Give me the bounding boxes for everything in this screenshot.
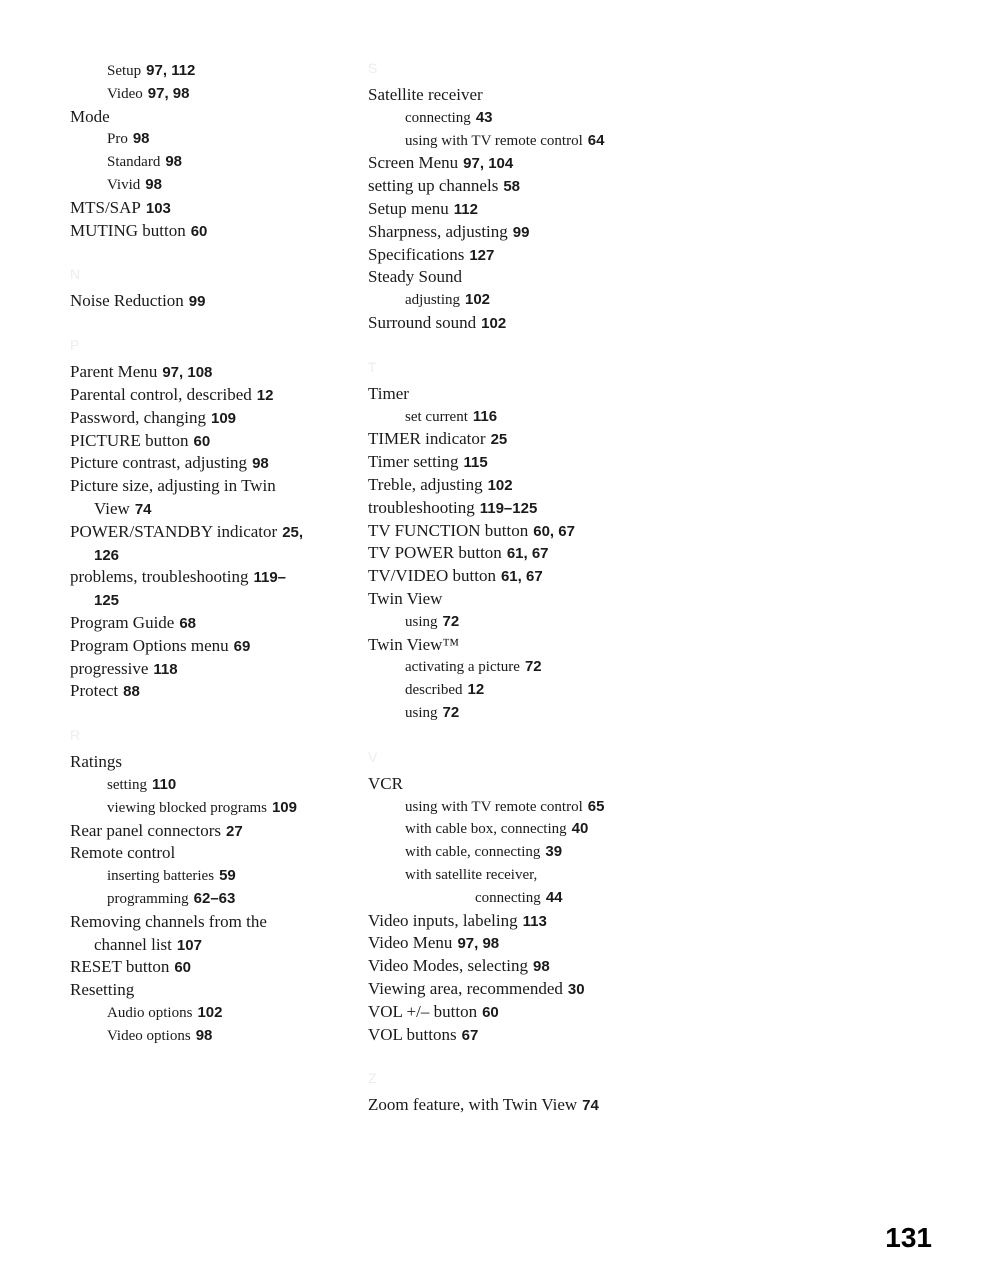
index-entry [107, 1002, 222, 1024]
page-reference: 62–63 [193, 890, 236, 907]
page-reference: 44 [545, 888, 563, 906]
page-reference: 60 [174, 959, 192, 977]
page-reference: 103 [145, 199, 171, 217]
index-entry [368, 1094, 599, 1117]
page-reference: 40 [571, 820, 589, 838]
page-reference: 113 [522, 912, 547, 930]
page-reference: 97, 104 [463, 155, 514, 173]
index-entry [368, 910, 547, 933]
index-term: with cable box, connecting [405, 821, 567, 838]
index-term: Parent Menu [70, 362, 158, 382]
index-term: TV POWER button [368, 543, 502, 563]
index-term: setting [107, 777, 147, 793]
index-entry [368, 497, 537, 520]
page-reference: 60 [193, 432, 211, 450]
index-term: connecting [475, 889, 541, 906]
page-reference: 127 [469, 246, 495, 264]
page-reference: 39 [545, 843, 563, 861]
page-reference: 61, 67 [506, 545, 549, 563]
index-term: adjusting [405, 292, 460, 309]
index-entry [70, 384, 273, 407]
index-entry [405, 679, 484, 701]
index-entry [368, 451, 488, 474]
page-reference: 12 [467, 681, 485, 699]
index-entry [70, 106, 110, 128]
index-entry [405, 130, 604, 152]
page-reference: 12 [256, 387, 274, 404]
index-entry [405, 611, 459, 633]
index-term: Program Guide [70, 613, 175, 632]
index-entry [94, 589, 119, 612]
page-reference: 43 [475, 108, 493, 126]
page-reference: 64 [587, 131, 605, 149]
index-entry [70, 658, 178, 681]
index-term: View [94, 499, 130, 518]
index-entry [368, 221, 529, 244]
index-term: Zoom feature, with Twin View [368, 1095, 578, 1115]
index-entry [368, 266, 462, 288]
index-entry [368, 244, 494, 267]
index-entry [94, 498, 152, 521]
section-letter: P [70, 337, 80, 354]
page-reference: 98 [145, 176, 162, 193]
index-entry [70, 751, 122, 773]
page-reference: 119–125 [479, 499, 538, 517]
index-entry [368, 565, 543, 588]
index-entry [107, 888, 235, 910]
index-term: Viewing area, recommended [368, 979, 563, 998]
section-letter: N [70, 266, 81, 283]
index-entry [94, 934, 202, 957]
index-term: Video Modes, selecting [368, 956, 528, 976]
index-term: Twin View [368, 589, 443, 608]
page-reference: 102 [481, 315, 507, 332]
index-term: Mode [70, 106, 110, 126]
page-reference: 69 [233, 637, 251, 655]
page-reference: 25, [282, 523, 304, 541]
index-term: Screen Menu [368, 153, 459, 173]
index-term: Setup [107, 63, 142, 79]
page-reference: 68 [179, 615, 197, 632]
index-term: Sharpness, adjusting [368, 221, 508, 241]
index-term: Program Options menu [70, 635, 229, 655]
index-entry [70, 979, 134, 1001]
page-reference: 109 [210, 409, 237, 427]
page-reference: 59 [219, 867, 236, 885]
index-term: Surround sound [368, 313, 477, 332]
index-term: Protect [70, 681, 119, 701]
index-term: Timer setting [368, 452, 459, 472]
index-entry [368, 588, 442, 610]
section-letter: S [368, 60, 378, 76]
index-term: described [405, 682, 463, 699]
page-reference: 60, 67 [533, 522, 575, 540]
index-entry [70, 680, 140, 703]
index-entry [70, 842, 175, 864]
index-term: Resetting [70, 980, 135, 1000]
index-term: Steady Sound [368, 267, 462, 287]
index-entry [405, 656, 542, 678]
index-term: Specifications [368, 244, 465, 264]
index-entry [107, 797, 297, 819]
index-term: TV/VIDEO button [368, 566, 496, 586]
page-reference: 98 [195, 1026, 213, 1044]
page-reference: 115 [463, 454, 488, 472]
page-reference: 67 [461, 1026, 479, 1044]
index-term: Ratings [70, 752, 122, 772]
index-entry [107, 83, 189, 105]
index-entry [70, 430, 210, 453]
index-term: Parental control, described [70, 385, 252, 404]
index-entry [70, 956, 191, 979]
index-entry [70, 820, 243, 843]
index-entry [368, 1024, 478, 1047]
index-entry [368, 773, 403, 795]
page-reference: 102 [465, 291, 491, 309]
section-letter: T [368, 358, 377, 375]
index-entry [368, 955, 550, 978]
index-term: Setup menu [368, 199, 449, 218]
index-term: using with TV remote control [405, 132, 583, 149]
index-entry [405, 796, 604, 818]
index-entry [70, 220, 207, 243]
index-term: problems, troubleshooting [70, 567, 249, 587]
index-term: Timer [368, 383, 409, 403]
index-entry [368, 1001, 499, 1024]
index-entry [368, 383, 409, 405]
page-reference: 97, 108 [162, 364, 213, 382]
index-term: Twin View™ [368, 634, 460, 654]
index-term: Video inputs, labeling [368, 910, 518, 930]
index-entry [107, 174, 162, 196]
index-entry [405, 702, 459, 724]
index-term: MTS/SAP [70, 197, 141, 217]
index-term: Removing channels from the [70, 911, 267, 931]
page-reference: 98 [165, 153, 183, 171]
page-reference: 110 [152, 776, 177, 793]
page-reference: 25 [490, 431, 508, 449]
page-reference: 118 [153, 660, 178, 678]
page-reference: 72 [442, 612, 460, 630]
page-reference: 107 [176, 936, 202, 954]
index-term: troubleshooting [368, 497, 475, 517]
index-term: using [405, 613, 438, 630]
index-entry [107, 60, 195, 82]
index-entry [94, 544, 119, 567]
section-letter: Z [368, 1070, 377, 1087]
index-entry [368, 175, 520, 198]
index-term: Standard [107, 154, 161, 171]
page-reference: 72 [442, 704, 460, 721]
index-term: Treble, adjusting [368, 475, 483, 494]
page-reference: 27 [226, 822, 243, 840]
index-term: MUTING button [70, 220, 186, 240]
index-entry [368, 634, 459, 656]
index-entry [368, 198, 478, 221]
index-term: POWER/STANDBY indicator [70, 521, 278, 541]
index-term: Noise Reduction [70, 291, 184, 311]
page-reference: 99 [512, 223, 530, 241]
section-letter: V [368, 748, 378, 765]
page-reference: 119– [253, 569, 287, 587]
section-letter: R [70, 727, 81, 744]
page-number: 131 [885, 1222, 932, 1253]
index-term: programming [107, 891, 189, 907]
index-term: Picture contrast, adjusting [70, 453, 248, 473]
index-entry [70, 361, 212, 384]
index-term: Audio options [107, 1005, 193, 1021]
index-term: inserting batteries [107, 868, 215, 885]
index-entry [368, 428, 507, 451]
page-reference: 97, 98 [457, 935, 500, 953]
index-entry [107, 1025, 212, 1047]
index-entry [368, 84, 483, 106]
index-term: with satellite receiver, [405, 867, 538, 883]
index-entry [107, 151, 182, 173]
page-reference: 102 [197, 1004, 223, 1021]
page-reference: 74 [582, 1097, 599, 1115]
index-term: Picture size, adjusting in Twin [70, 476, 276, 496]
index-entry [475, 887, 563, 909]
page-reference: 88 [123, 683, 140, 701]
index-term: using [405, 705, 438, 721]
index-term: connecting [405, 109, 471, 126]
index-term: VOL +/– button [368, 1001, 478, 1021]
index-term: Remote control [70, 843, 176, 863]
index-term: activating a picture [405, 659, 520, 676]
index-entry [70, 911, 267, 933]
index-entry [368, 312, 506, 335]
page-reference: 60 [482, 1003, 499, 1021]
page-reference: 72 [524, 658, 542, 676]
page-reference: 58 [503, 178, 520, 196]
index-term: viewing blocked programs [107, 799, 267, 816]
index-entry [70, 612, 196, 635]
index-term: progressive [70, 658, 149, 678]
index-term: channel list [94, 934, 172, 954]
index-entry [405, 289, 490, 311]
index-entry [405, 864, 537, 886]
index-term: with cable, connecting [405, 844, 541, 861]
index-entry [405, 841, 562, 863]
index-entry [405, 818, 588, 840]
index-term: RESET button [70, 957, 170, 977]
page-reference: 61, 67 [500, 568, 543, 586]
index-entry [70, 452, 269, 475]
index-term: Video options [107, 1027, 191, 1044]
index-entry [368, 474, 513, 497]
index-term: setting up channels [368, 176, 499, 196]
page-reference: 74 [134, 501, 152, 518]
index-term: Vivid [107, 177, 141, 193]
index-term: set current [405, 408, 468, 425]
index-entry [70, 475, 276, 497]
page-reference: 98 [252, 455, 269, 473]
index-term: Rear panel connectors [70, 820, 222, 840]
index-term: PICTURE button [70, 430, 189, 450]
index-entry [70, 521, 303, 544]
page-reference: 125 [94, 592, 120, 610]
index-entry [368, 152, 513, 175]
index-term: Video [107, 85, 143, 102]
index-entry [70, 407, 236, 430]
page-reference: 97, 112 [146, 62, 196, 79]
page-reference: 112 [453, 201, 478, 218]
index-entry [70, 566, 286, 589]
index-term: TIMER indicator [368, 429, 486, 449]
index-term: Password, changing [70, 407, 206, 427]
index-term: VCR [368, 773, 403, 793]
page-reference: 102 [487, 477, 513, 494]
index-entry [405, 406, 497, 428]
index-entry [368, 520, 575, 543]
page-reference: 126 [94, 546, 120, 564]
index-entry [107, 865, 236, 887]
index-entry [368, 932, 499, 955]
page-reference: 99 [188, 293, 206, 311]
index-term: TV FUNCTION button [368, 520, 529, 540]
index-entry [70, 290, 205, 313]
page-reference: 97, 98 [147, 84, 190, 102]
page-reference: 116 [472, 407, 498, 425]
index-term: Satellite receiver [368, 85, 483, 104]
page-reference: 60 [190, 222, 208, 240]
page-reference: 109 [271, 798, 297, 816]
index-term: Pro [107, 131, 128, 148]
index-term: Video Menu [368, 933, 453, 953]
index-entry [70, 197, 171, 220]
index-term: VOL buttons [368, 1024, 457, 1044]
index-term: using with TV remote control [405, 798, 583, 815]
index-entry [368, 978, 585, 1001]
page-reference: 65 [587, 797, 605, 815]
page-reference: 98 [532, 958, 550, 976]
page-reference: 98 [132, 130, 150, 148]
page-reference: 30 [567, 981, 585, 998]
index-entry [70, 635, 250, 658]
index-entry [368, 542, 549, 565]
index-entry [107, 128, 150, 150]
index-entry [107, 774, 176, 796]
index-entry [405, 107, 493, 129]
